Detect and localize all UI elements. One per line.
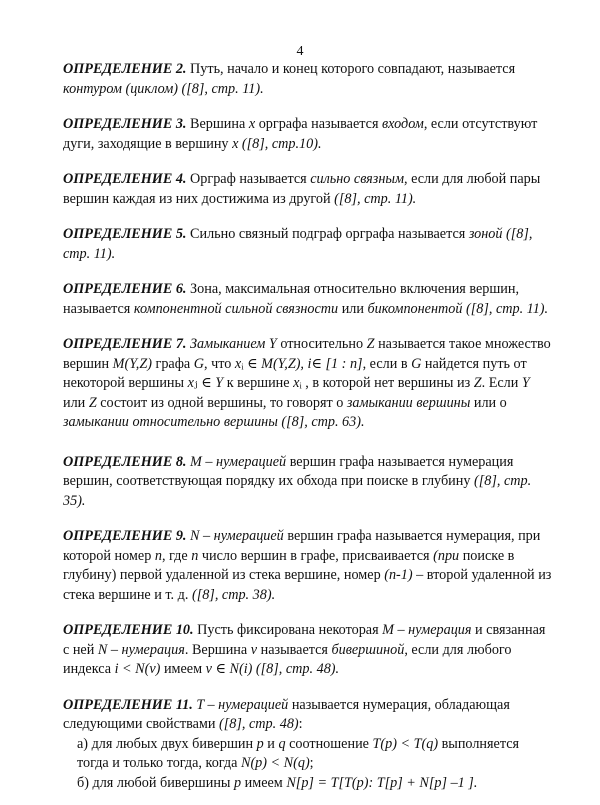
text-run: найдется путь от некоторой вершины <box>63 355 527 391</box>
text-run: ([8], стр. 35). <box>63 473 532 509</box>
definition-11-item-a <box>77 735 553 774</box>
text-run: число вершин в графе, присваивается <box>198 547 434 564</box>
definition-7 <box>63 335 553 433</box>
text-run: x ([8], стр.10). <box>232 135 322 152</box>
text-run: . Вершина <box>184 641 251 658</box>
text-run: Сильно связный подграф орграфа называется <box>186 226 469 242</box>
text-run: N – нумерацией <box>190 528 284 544</box>
definition-heading: ОПРЕДЕЛЕНИЕ 7. <box>63 336 187 352</box>
text-run: называется нумерация, обладающая следующими свойствами <box>63 696 510 732</box>
text-run: T(p) < T(q) <box>372 735 439 752</box>
text-run: , где <box>161 547 192 564</box>
text-run: или <box>63 394 89 411</box>
text-run: ᵢ , в которой нет вершины из <box>299 375 474 391</box>
text-run: и <box>263 735 279 752</box>
definition-11 <box>63 696 553 735</box>
text-run: (n-1) <box>384 567 413 583</box>
text-run: Z <box>88 394 97 411</box>
text-run: контуром (циклом) ([8], стр. 11). <box>63 80 264 97</box>
definition-3 <box>63 115 553 154</box>
definition-heading: ОПРЕДЕЛЕНИЕ 11. <box>63 696 193 713</box>
text-run: T – нумерацией <box>196 696 289 713</box>
definition-11-block <box>63 696 553 794</box>
text-run: N[p] = T[T(p): T[p] + N[p] –1 ]. <box>286 774 478 791</box>
text-run: : <box>298 716 303 732</box>
text-run: вершин графа называется нумерация, при которой номер <box>63 528 541 564</box>
definition-heading: ОПРЕДЕЛЕНИЕ 3. <box>63 116 187 132</box>
text-run: имеем <box>160 661 206 677</box>
text-run: Вершина <box>186 116 249 132</box>
text-run: (при <box>433 547 460 564</box>
text-run: M – нумерация <box>382 622 472 638</box>
text-run: к вершине <box>223 375 294 391</box>
text-run: или <box>338 300 368 317</box>
text-run: Y <box>521 375 530 391</box>
text-run: сильно связным <box>310 171 405 187</box>
text-run: б) для любой бивершины <box>77 774 234 791</box>
text-run: ([8], стр. 48) <box>219 716 299 732</box>
text-run: Орграф называется <box>186 171 311 187</box>
document-body <box>63 60 553 793</box>
text-run: p <box>256 735 264 752</box>
text-run: G <box>411 355 422 372</box>
definition-10 <box>63 621 553 680</box>
text-run: N – нумерация <box>97 641 185 658</box>
text-run: q <box>278 735 286 752</box>
text-run: относительно <box>276 336 367 352</box>
definition-9 <box>63 527 553 605</box>
text-run: бивершиной <box>331 641 405 658</box>
text-run: состоит из одной вершины, то говорят о <box>96 394 347 411</box>
text-run: Z <box>366 336 375 352</box>
text-run: зоной ([8], стр. 11). <box>63 226 533 262</box>
text-run: входом <box>382 116 424 132</box>
text-run: x <box>187 375 194 391</box>
text-run: , что <box>204 355 235 372</box>
text-run: , если в <box>362 355 412 372</box>
definition-heading: ОПРЕДЕЛЕНИЕ 10. <box>63 622 194 638</box>
text-run: Зона, максимальная относительно включения вершин, называется <box>63 281 520 317</box>
definition-heading: ОПРЕДЕЛЕНИЕ 2. <box>63 61 187 77</box>
text-run: имеем <box>241 774 287 791</box>
definition-heading: ОПРЕДЕЛЕНИЕ 6. <box>63 281 187 297</box>
text-run: орграфа называется <box>255 116 383 132</box>
text-run: а) для любых двух бивершин <box>77 735 257 752</box>
text-run: , если отсутствуют дуги, заходящие в вершину <box>63 116 538 152</box>
text-run: называется <box>257 641 332 658</box>
text-run: x <box>234 355 242 372</box>
text-run: замыкании вершины <box>346 394 471 411</box>
text-run: v <box>250 641 258 658</box>
text-run: поиске в глубину) первой удаленной из стека вершине, номер <box>63 547 515 583</box>
definition-heading: ОПРЕДЕЛЕНИЕ 4. <box>63 171 187 187</box>
text-run: Z <box>473 375 482 391</box>
text-run: компонентной сильной связности <box>133 300 339 317</box>
text-run: ; <box>309 755 314 771</box>
text-run: ∈ Y <box>201 375 224 391</box>
definition-2 <box>63 60 553 99</box>
text-run: графа <box>151 355 194 372</box>
text-run: или о <box>470 394 507 411</box>
text-run: i < N(v) <box>114 661 161 677</box>
definition-4 <box>63 170 553 209</box>
text-run: G <box>193 355 205 372</box>
definition-heading: ОПРЕДЕЛЕНИЕ 9. <box>63 528 187 544</box>
definition-8 <box>63 453 553 512</box>
text-run: Замыканием Y <box>186 336 277 352</box>
text-run: M – нумерацией <box>190 453 287 470</box>
text-run: . Если <box>481 375 522 391</box>
definition-heading: ОПРЕДЕЛЕНИЕ 5. <box>63 226 187 242</box>
text-run: и связанная с ней <box>63 622 546 658</box>
text-run: p <box>234 774 242 791</box>
text-run: Путь, начало и конец которого совпадают, называется <box>186 61 516 77</box>
text-run: ([8], стр. 11). <box>334 190 417 207</box>
text-run: бикомпонентой ([8], стр. 11). <box>367 300 549 317</box>
text-run: , если для любой пары вершин каждая из них достижима из другой <box>63 171 541 207</box>
definition-heading: ОПРЕДЕЛЕНИЕ 8. <box>63 453 187 470</box>
text-run: ∈ M(Y,Z), i∈ [1 : n] <box>247 355 363 372</box>
text-run: n <box>154 547 162 564</box>
text-run: x <box>248 116 256 132</box>
text-run: соотношение <box>285 735 373 752</box>
text-run: ([8], стр. 38). <box>191 586 276 603</box>
text-run: замыкании относительно вершины ([8], стр. 63). <box>63 414 365 430</box>
text-run: выполняется тогда и только тогда, когда <box>77 735 520 771</box>
text-run: v ∈ N(i) ([8], стр. 48). <box>205 661 340 677</box>
text-run: ᵢ <box>241 355 248 372</box>
text-run: M(Y,Z) <box>112 355 152 372</box>
text-run: x <box>293 375 300 391</box>
definition-6 <box>63 280 553 319</box>
text-run: – второй удаленной из стека вершине и т. д. <box>63 567 552 603</box>
text-run: называется такое множество вершин <box>63 336 551 372</box>
text-run: ⱼ <box>193 375 202 391</box>
text-run: , если для любого индекса <box>63 641 512 677</box>
text-run: N(p) < N(q) <box>240 755 310 771</box>
page-number: 4 <box>296 44 304 59</box>
text-run: вершин графа называется нумерация вершин, соответствующая порядку их обхода при поиске в глубину <box>63 453 514 489</box>
text-run: n <box>191 547 199 564</box>
definition-5 <box>63 225 553 264</box>
text-run: Пусть фиксирована некоторая <box>193 622 383 638</box>
definition-11-item-b <box>77 774 553 794</box>
